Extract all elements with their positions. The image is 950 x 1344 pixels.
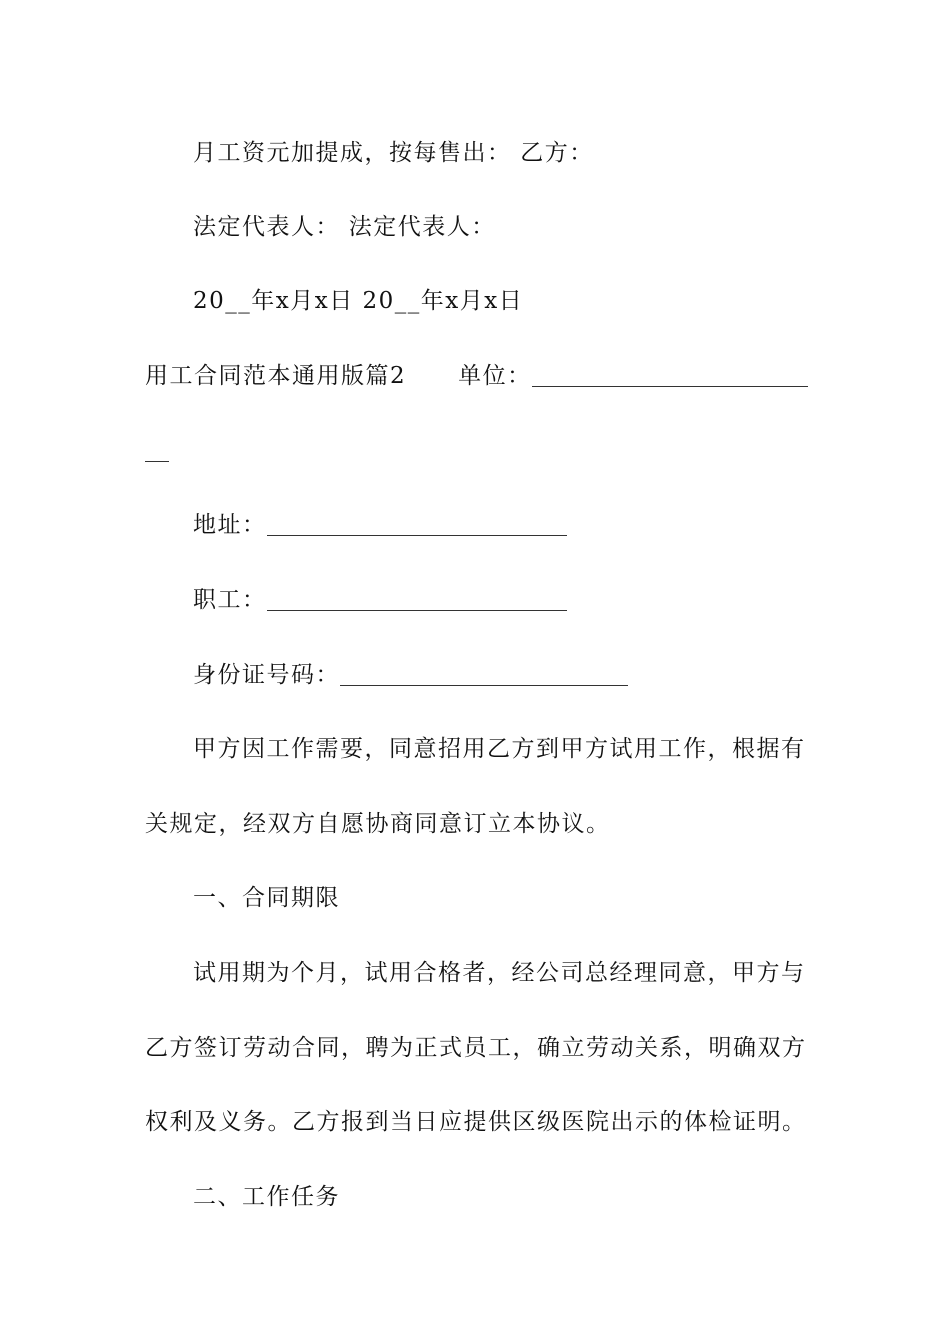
text-line-employee (193, 585, 567, 615)
heading-work-tasks: 二、工作任务 (193, 1184, 340, 1210)
unit-blank (532, 364, 808, 387)
text-line-salary: 月工资元加提成，按每售出： 乙方： (193, 140, 594, 166)
paragraph-line-1: 甲方因工作需要，同意招用乙方到甲方试用工作，根据有 (193, 736, 806, 762)
employee-blank (267, 588, 567, 611)
text-line-legal-rep: 法定代表人： 法定代表人： (193, 214, 496, 240)
heading-contract-term: 一、合同期限 (193, 885, 340, 911)
unit-label: 单位： (458, 363, 532, 389)
paragraph-line-5: 权利及义务。乙方报到当日应提供区级医院出示的体检证明。 (145, 1109, 807, 1135)
address-label: 地址： (193, 512, 267, 538)
section-title: 用工合同范本通用版篇2 (145, 363, 407, 389)
id-number-label: 身份证号码： (193, 662, 340, 688)
employee-label: 职工： (193, 587, 267, 613)
text-line-id-number (193, 660, 628, 690)
paragraph-line-4: 乙方签订劳动合同，聘为正式员工，确立劳动关系，明确双方 (145, 1035, 807, 1061)
paragraph-line-3: 试用期为个月，试用合格者，经公司总经理同意，甲方与 (193, 960, 806, 986)
id-number-blank (340, 663, 628, 686)
unit-blank-continued (145, 439, 169, 462)
text-line-address (193, 510, 567, 540)
address-blank (267, 513, 567, 536)
text-line-dates: 20__年x月x日 20__年x月x日 (193, 288, 524, 314)
text-line-contract-title (145, 361, 808, 391)
text-line-unit-blank-cont (145, 436, 169, 466)
paragraph-line-2: 关规定，经双方自愿协商同意订立本协议。 (145, 811, 611, 837)
